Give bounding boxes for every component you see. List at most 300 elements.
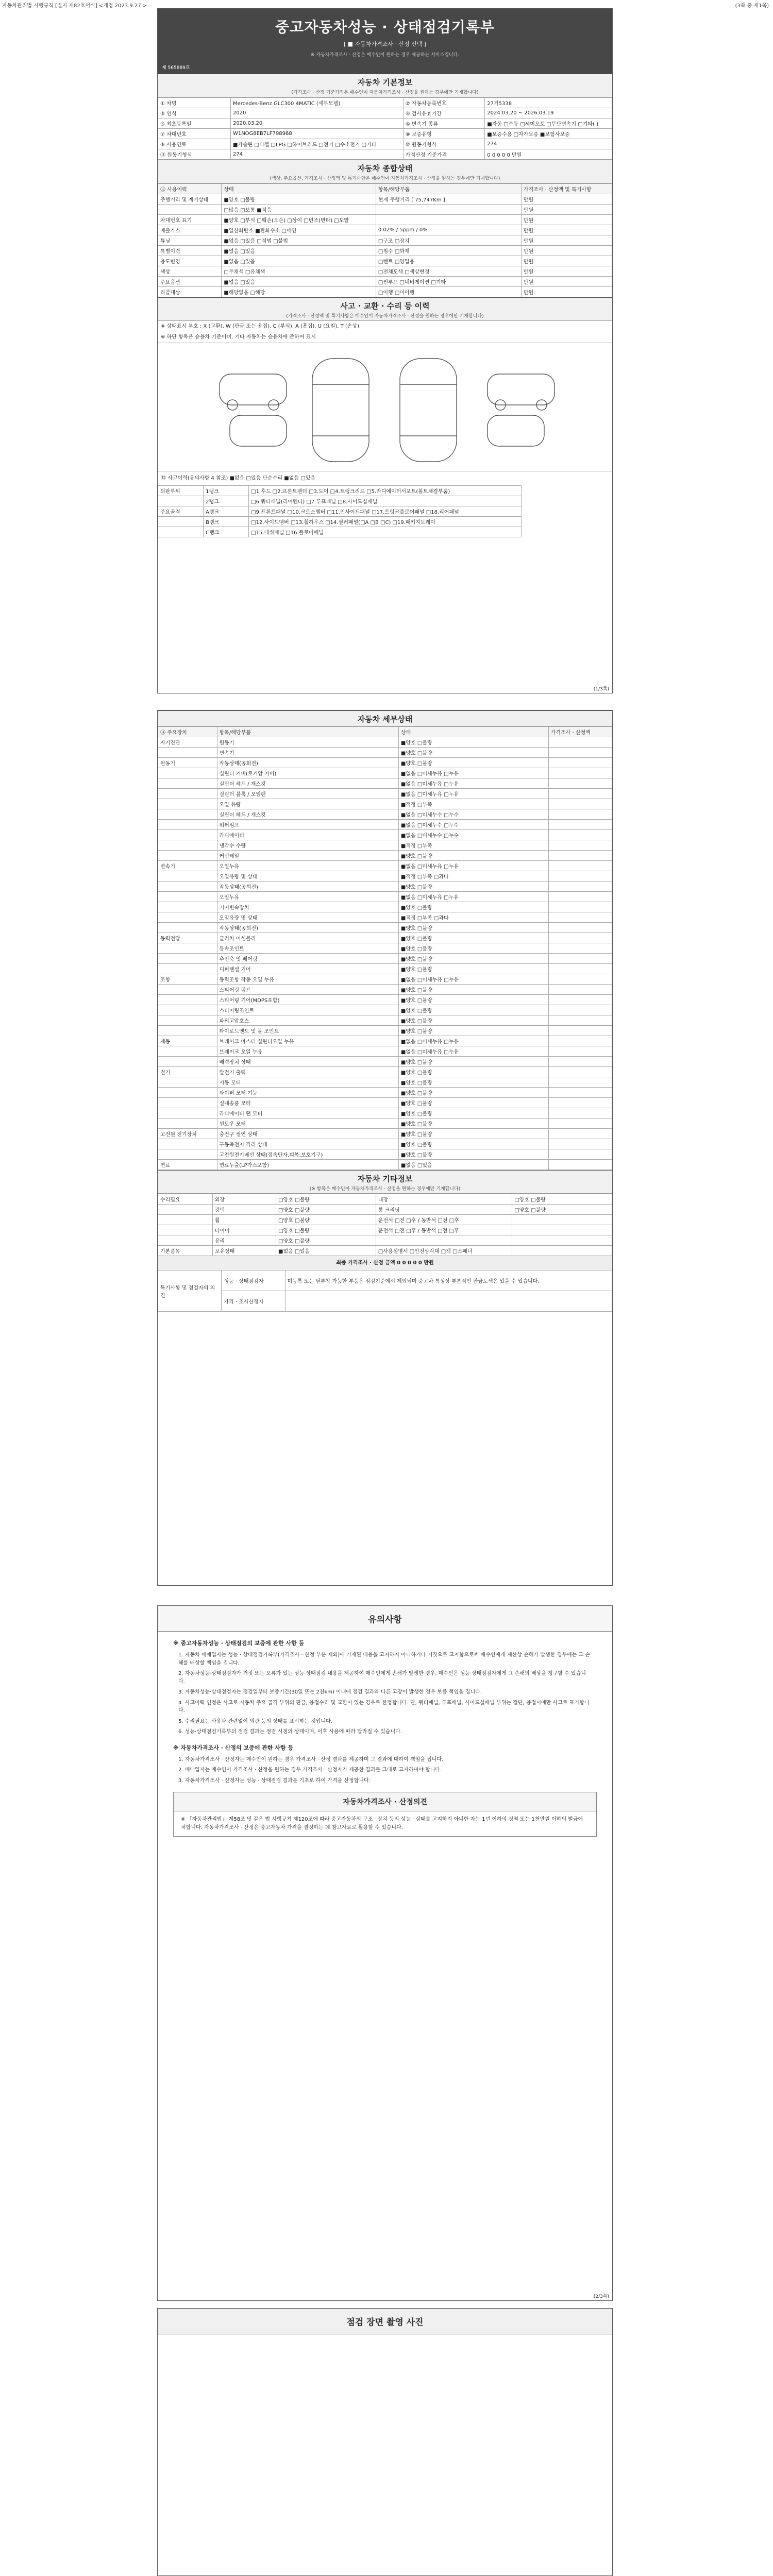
table-row [158, 1235, 612, 1246]
rank-cell: 1랭크 [204, 486, 249, 496]
detail-cell: ■양호 □불량 [398, 882, 548, 892]
table-row [158, 98, 612, 108]
detail-cell: 오일유량 및 상태 [217, 871, 398, 882]
accident-legend-2: ※ 하단 항목은 승용차 기준이며, 기타 자동차는 승용차에 준하여 표시 [161, 334, 316, 340]
title-banner [158, 9, 612, 74]
detail-cell: ■없음 □미세누수 □누수 [398, 830, 548, 840]
detail-cell: ■양호 □불량 [398, 748, 548, 758]
detail-cell: ■없음 □미세누유 □누유 [398, 861, 548, 871]
appraisal-opinion-text: ※ 「자동차관리법」 제58조 및 같은 법 시행규칙 제120조에 따라 중고자동차의 구조 · 장치 등의 성능 · 상태를 고지하지 아니한 자는 1년 이하의 징역 또는 1천만원 이하의 벌금에 처합니다. 자동차가격조사 · 산정은 중고자동차 가격을 결정하는 데 참고자료로 활용할 수 있습니다. [181, 1817, 583, 1831]
table-row [158, 861, 612, 871]
table-row [158, 943, 612, 954]
notice-subtitle-2: ※ 자동차가격조사 · 산정의 보증에 관한 사항 등 [173, 1744, 293, 1751]
table-row [158, 809, 612, 820]
detail-cell [158, 1005, 217, 1015]
table-row [158, 1067, 612, 1077]
table-row [158, 871, 612, 882]
detail-cell: ■없음 □미세누유 □누유 [398, 1036, 548, 1046]
basic-cell: 274 [230, 149, 403, 160]
detail-table [158, 726, 612, 1170]
page-four [157, 2308, 613, 2576]
overall-cell: 특별이력 [158, 246, 222, 256]
detail-cell [158, 1077, 217, 1088]
basic-cell: ① 차명 [158, 98, 231, 108]
other-cell: □양호 □불량 [512, 1205, 612, 1215]
detail-cell [158, 943, 217, 954]
detail-cell [158, 1046, 217, 1057]
detail-price-cell [548, 1129, 612, 1139]
basic-cell: ⑥ 변속기 종류 [403, 118, 485, 129]
notice-item: 6. 성능·상태점검기록부의 점검 결과는 점검 시점의 상태이며, 이후 사용에 따라 달라질 수 있습니다. [178, 1729, 402, 1735]
detail-price-cell [548, 778, 612, 789]
rank-cell: □15.대쉬패널 □16.플로어패널 [249, 527, 522, 537]
table-row [158, 995, 612, 1005]
detail-cell [158, 912, 217, 923]
appraisal-opinion-box [173, 1792, 597, 1837]
detail-price-cell [548, 1026, 612, 1036]
detail-cell: 연료누출(LP가스포함) [217, 1160, 398, 1170]
accident-header [158, 297, 612, 321]
detail-cell: 냉각수 수량 [217, 840, 398, 851]
detail-cell [158, 923, 217, 933]
table-row [158, 902, 612, 912]
other-cell: ■없음 □있음 [276, 1246, 376, 1256]
rank-cell: 주요골격 [158, 506, 204, 517]
table-row [158, 496, 612, 506]
table-row [158, 1108, 612, 1118]
other-cell: □양호 □불량 [276, 1225, 376, 1235]
overall-cell: 0.02% / 5ppm / 0% [376, 225, 521, 235]
detail-cell: 전기 [158, 1067, 217, 1077]
other-cell: 운전석 □전 □후 / 동반석 □전 □후 [376, 1225, 512, 1235]
detail-cell [158, 1108, 217, 1118]
table-row [158, 923, 612, 933]
other-cell: 유리 [212, 1235, 276, 1246]
rank-cell: □12.사이드멤버 □13.휠하우스 □14.필러패널(□A □B □C) □19.패키지트레이 [249, 517, 522, 527]
table-row [158, 748, 612, 758]
table-row [158, 778, 612, 789]
basic-cell: ⑤ 최초등록일 [158, 118, 231, 129]
detail-title: 자동차 세부상태 [357, 715, 413, 724]
other-cell [376, 1235, 512, 1246]
detail-cell: 오일누유 [217, 861, 398, 871]
overall-cell: □침수 □화재 [376, 246, 521, 256]
overall-cell: 차대번호 표기 [158, 215, 222, 225]
detail-cell: 배력장치 상태 [217, 1057, 398, 1067]
notice-list-2 [178, 1756, 592, 1785]
table-row [158, 506, 612, 517]
basic-cell: 2020 [230, 108, 403, 118]
detail-cell: ■없음 □미세누유 □누유 [398, 789, 548, 799]
detail-price-cell [548, 954, 612, 964]
detail-cell: 변속기 [158, 861, 217, 871]
detail-cell: 원동기 [158, 758, 217, 768]
other-cell [512, 1215, 612, 1225]
other-header [158, 1170, 612, 1194]
page-three-footer: (2/3쪽) [593, 2294, 609, 2299]
other-cell: □양호 □불량 [276, 1215, 376, 1225]
detail-cell: 파워고압호스 [217, 1015, 398, 1026]
opinion-label: 특기사항 및 점검자의 의견 [158, 1270, 222, 1312]
basic-cell: ③ 연식 [158, 108, 231, 118]
detail-cell [158, 1098, 217, 1108]
rank-cell: B랭크 [204, 517, 249, 527]
overall-cell: 만원 [521, 194, 612, 205]
table-header-row [158, 727, 612, 737]
other-table [158, 1194, 612, 1256]
rank-table [158, 485, 612, 537]
banner-note: ※ 자동차가격조사 · 산정은 매수인이 원하는 경우 제공하는 서비스입니다. [310, 53, 460, 58]
detail-cell: ■양호 □불량 [398, 995, 548, 1005]
column-header: 항목/해당부품 [376, 184, 521, 194]
opinion-inspector-text: 미등록 또는 탈부착 가능한 부품은 점검기준에서 제외되며 중고차 특성상 부분적인 판금도색은 있을 수 있습니다. [285, 1270, 612, 1291]
detail-cell: 발전기 출력 [217, 1067, 398, 1077]
detail-cell: 동력전달 [158, 933, 217, 943]
detail-price-cell [548, 1015, 612, 1026]
table-row [158, 892, 612, 902]
basic-cell: Mercedes-Benz GLC300 4MATIC (세부모델) [230, 98, 403, 108]
notice-item: 2. 매매업자는 매수인이 가격조사 · 산정을 원하는 경우 가격조사 · 산정자가 제공한 결과를 그대로 고지하여야 합니다. [178, 1767, 442, 1773]
detail-cell: 시동 모터 [217, 1077, 398, 1088]
table-row [158, 1036, 612, 1046]
detail-cell: 작동상태(공회전) [217, 758, 398, 768]
detail-price-cell [548, 851, 612, 861]
other-title: 자동차 기타정보 [357, 1174, 413, 1183]
detail-cell: 추진축 및 베어링 [217, 954, 398, 964]
overall-cell: 만원 [521, 205, 612, 215]
table-row [158, 129, 612, 139]
column-header: ⑭ 주요장치 [158, 727, 217, 737]
opinion-appraiser-label: 가격 · 조사산정자 [222, 1291, 285, 1312]
notice-item: 5. 수리필요는 사용과 관련없이 외관 등의 상태를 표시하는 것입니다. [178, 1718, 332, 1724]
column-header: ⑫ 사용이력 [158, 184, 222, 194]
detail-cell: ■없음 □미세누유 □누유 [398, 892, 548, 902]
notice-item: 3. 자동차가격조사 · 산정자는 성능 · 상태점검 결과를 기초로 하여 가격을 산정합니다. [178, 1777, 371, 1784]
basic-cell: ⑩ 원동기형식 [403, 139, 485, 149]
detail-cell [158, 799, 217, 809]
detail-cell: 브레이크 오일 누유 [217, 1046, 398, 1057]
overall-cell: ■양호 □부식 □훼손(오손) □상이 □변조(변타) □도말 [222, 215, 376, 225]
detail-price-cell [548, 892, 612, 902]
detail-cell: ■양호 □불량 [398, 1015, 548, 1026]
basic-cell: ⑪ 원동기형식 [158, 149, 231, 160]
detail-cell: 실린더 헤드 / 개스킷 [217, 809, 398, 820]
car-side-left-2 [230, 415, 287, 446]
other-cell [512, 1235, 612, 1246]
detail-cell [158, 830, 217, 840]
detail-cell [158, 768, 217, 778]
page-counter: (3쪽 중 제1쪽) [735, 3, 769, 9]
other-cell: 휠 [212, 1215, 276, 1225]
page-two [157, 710, 613, 1586]
detail-cell: 오일유량 및 상태 [217, 912, 398, 923]
basic-cell: ⑧ 보증유형 [403, 129, 485, 139]
detail-cell: 라디에이터 [217, 830, 398, 840]
table-row [158, 768, 612, 778]
accident-title: 사고 · 교환 · 수리 등 이력 [340, 301, 430, 311]
basic-cell: ⑦ 차대번호 [158, 129, 231, 139]
other-cell [512, 1225, 612, 1235]
rank-cell [158, 527, 204, 537]
basic-cell: 가격산정 기준가격 [403, 149, 485, 160]
table-row [158, 517, 612, 527]
rank-cell: □9.프론트패널 □10.크로스멤버 □11.인사이드패널 □17.트렁크플로어패널 □18.리어패널 [249, 506, 522, 517]
other-cell: 룸 크리닝 [376, 1205, 512, 1215]
other-cell: 광택 [212, 1205, 276, 1215]
table-row [158, 1118, 612, 1129]
detail-cell [158, 1088, 217, 1098]
table-row [158, 266, 612, 277]
table-row [158, 205, 612, 215]
detail-cell: ■양호 □불량 [398, 954, 548, 964]
other-cell: □양호 □불량 [276, 1235, 376, 1246]
document-subtitle: [ ■ 자동차가격조사 · 산정 선택 ] [343, 41, 427, 47]
table-row [158, 1149, 612, 1160]
detail-cell: ■양호 □불량 [398, 851, 548, 861]
overall-header [158, 160, 612, 183]
detail-price-cell [548, 1108, 612, 1118]
other-cell: 운전석 □전 □후 / 동반석 □전 □후 [376, 1215, 512, 1225]
table-row [158, 527, 612, 537]
overall-cell: □썬루프 □네비게이션 □기타 [376, 277, 521, 287]
overall-title: 자동차 종합상태 [357, 164, 413, 173]
table-row [158, 851, 612, 861]
detail-cell: ■적정 □부족 [398, 799, 548, 809]
detail-header [158, 710, 612, 726]
detail-price-cell [548, 861, 612, 871]
overall-cell: □무채색 □유채색 [222, 266, 376, 277]
detail-cell: 워터펌프 [217, 820, 398, 830]
basic-cell: ④ 검사유효기간 [403, 108, 485, 118]
page-one [157, 8, 613, 693]
basic-info-table [158, 97, 612, 160]
table-row [158, 840, 612, 851]
table-row [158, 139, 612, 149]
basic-cell: 27거5338 [485, 98, 612, 108]
document-title: 중고자동차성능 · 상태점검기록부 [275, 19, 495, 36]
overall-cell: □렌트 □영업용 [376, 256, 521, 266]
overall-cell: 만원 [521, 256, 612, 266]
table-row [158, 194, 612, 205]
other-cell: 타이어 [212, 1225, 276, 1235]
column-header: 상태 [398, 727, 548, 737]
detail-price-cell [548, 1088, 612, 1098]
detail-price-cell [548, 1005, 612, 1015]
overall-cell [158, 205, 222, 215]
table-row [158, 830, 612, 840]
overall-cell: 튜닝 [158, 235, 222, 246]
detail-cell: 오일누유 [217, 892, 398, 902]
detail-cell: 변속기 [217, 748, 398, 758]
overall-cell: □이행 □미이행 [376, 287, 521, 297]
notice-title: 유의사항 [158, 1606, 612, 1632]
detail-cell [158, 985, 217, 995]
overall-cell: □구조 □장치 [376, 235, 521, 246]
detail-cell: 클러치 어셈블리 [217, 933, 398, 943]
other-cell: 수리필요 [158, 1194, 213, 1205]
detail-cell: ■없음 □미세누유 □누유 [398, 974, 548, 985]
overall-cell: ■없음 □있음 □적법 □불법 [222, 235, 376, 246]
overall-note: (색상, 주요옵션, 가격조사 · 산정액 및 특기사항은 매수인이 자동차가격조사 · 산정을 원하는 경우에만 기재합니다) [270, 176, 500, 181]
form-reference: 자동차관리법 시행규칙 [별지 제82호서식] <개정 2023.9.27.> [2, 3, 147, 9]
table-row [158, 108, 612, 118]
detail-cell [158, 809, 217, 820]
detail-price-cell [548, 985, 612, 995]
detail-cell [158, 1139, 217, 1149]
detail-cell [158, 964, 217, 974]
page-one-footer: (1/3쪽) [593, 687, 609, 692]
detail-cell: 오일 유량 [217, 799, 398, 809]
other-cell: 보유상태 [212, 1246, 276, 1256]
detail-cell: 자기진단 [158, 737, 217, 748]
table-row [158, 985, 612, 995]
detail-cell: 커먼레일 [217, 851, 398, 861]
basic-cell: ■가솔린 □디젤 □LPG □하이브리드 □전기 □수소전기 □기타 [230, 139, 403, 149]
detail-cell [158, 840, 217, 851]
detail-cell: ■양호 □불량 [398, 1139, 548, 1149]
notice-item: 4. 사고이력 인정은 사고로 자동차 주요 골격 부위의 판금, 용접수리 및 교환이 있는 경우로 한정합니다. 단, 쿼터패널, 루프패널, 사이드실패널 부위는 절단, 용접시에만 사고로 표기합니다. [178, 1700, 590, 1714]
overall-cell: 만원 [521, 266, 612, 277]
column-header: 가격조사 · 산정액 및 특기사항 [521, 184, 612, 194]
table-row [158, 1225, 612, 1235]
basic-cell: W1NOG8EB7LF798968 [230, 129, 403, 139]
detail-price-cell [548, 1057, 612, 1067]
basic-cell: 2020.03.20 [230, 118, 403, 129]
table-row [158, 215, 612, 225]
table-row [158, 758, 612, 768]
basic-cell: 274 [485, 139, 612, 149]
overall-table [158, 183, 612, 297]
table-row [158, 1205, 612, 1215]
detail-cell: ■양호 □불량 [398, 1077, 548, 1088]
detail-cell: ■없음 □미세누수 □누수 [398, 820, 548, 830]
detail-cell: ■양호 □불량 [398, 737, 548, 748]
detail-price-cell [548, 1098, 612, 1108]
car-diagram [158, 343, 612, 471]
detail-price-cell [548, 737, 612, 748]
detail-cell: 연료 [158, 1160, 217, 1170]
overall-cell: ■해당없음 □해당 [222, 287, 376, 297]
detail-cell: ■양호 □불량 [398, 1057, 548, 1067]
detail-cell [158, 1026, 217, 1036]
basic-cell: 0 0 0 0 0 만원 [485, 149, 612, 160]
detail-price-cell [548, 871, 612, 882]
document-number: 제 565889호 [162, 65, 190, 71]
detail-cell: 충전구 절연 상태 [217, 1129, 398, 1139]
appraisal-opinion-title: 자동차가격조사 · 산정의견 [174, 1792, 596, 1811]
other-cell: □사용설명서 □안전삼각대 □잭 □스패너 [376, 1246, 512, 1256]
detail-price-cell [548, 840, 612, 851]
basic-info-header [158, 74, 612, 97]
table-row [158, 1088, 612, 1098]
detail-price-cell [548, 1036, 612, 1046]
detail-cell: 스티어링 기어(MDPS포함) [217, 995, 398, 1005]
table-row [158, 235, 612, 246]
detail-cell: ■양호 □불량 [398, 1026, 548, 1036]
detail-cell: ■양호 □불량 [398, 943, 548, 954]
other-cell [158, 1235, 213, 1246]
other-cell: 외장 [212, 1194, 276, 1205]
basic-cell: ■보증수용 □자가보증 ■보험사보증 [485, 129, 612, 139]
table-row [158, 1046, 612, 1057]
table-row [158, 1215, 612, 1225]
detail-cell [158, 820, 217, 830]
overall-cell: ■없음 □있음 [222, 256, 376, 266]
detail-cell: ■양호 □불량 [398, 1005, 548, 1015]
notice-item: 2. 자동차성능·상태점검자가 거짓 또는 오류가 있는 성능·상태점검 내용을 제공하여 매수인에게 손해가 발생한 경우, 매수인은 성능·상태점검자에게 그 손해의 배상을 청구할 수 있습니다. [178, 1671, 586, 1685]
detail-cell [158, 1149, 217, 1160]
other-cell: □양호 □불량 [276, 1194, 376, 1205]
detail-cell: ■없음 □미세누수 □누수 [398, 809, 548, 820]
detail-cell: ■양호 □불량 [398, 1088, 548, 1098]
detail-cell [158, 748, 217, 758]
table-row [158, 1057, 612, 1067]
detail-cell [158, 954, 217, 964]
detail-price-cell [548, 809, 612, 820]
table-row [158, 1026, 612, 1036]
detail-price-cell [548, 1067, 612, 1077]
table-row [158, 486, 612, 496]
detail-cell: 조향 [158, 974, 217, 985]
detail-price-cell [548, 933, 612, 943]
overall-cell: 만원 [521, 277, 612, 287]
detail-price-cell [548, 758, 612, 768]
detail-cell: ■양호 □불량 [398, 902, 548, 912]
final-price-row: 최종 가격조사 · 산정 금액 0 0 0 0 0 만원 [158, 1256, 612, 1270]
overall-cell: 리콜대상 [158, 287, 222, 297]
overall-cell: 주행거리 및 계기상태 [158, 194, 222, 205]
table-row [158, 882, 612, 892]
detail-cell [158, 851, 217, 861]
rank-cell: □1.후드 □2.프론트펜더 □3.도어 □4.트렁크리드 □5.라디에이터서포트(볼트체결부품) [249, 486, 522, 496]
detail-price-cell [548, 748, 612, 758]
detail-cell [158, 789, 217, 799]
basic-info-note: (가격조사 · 산정 기준가격은 매수인이 자동차가격조사 · 산정을 원하는 경우에만 기재합니다) [291, 90, 479, 95]
basic-cell: ■자동 □수동 □세미오토 □무단변속기 □기타( ) [485, 118, 612, 129]
table-row [158, 277, 612, 287]
opinion-appraiser-text [285, 1291, 612, 1312]
detail-cell: 윈도우 모터 [217, 1118, 398, 1129]
car-underbody-view [400, 359, 457, 462]
table-row [158, 1098, 612, 1108]
other-cell [512, 1246, 612, 1256]
detail-cell: ■없음 □미세누유 □누유 [398, 1046, 548, 1057]
table-row [158, 799, 612, 809]
table-row [158, 964, 612, 974]
detail-cell: ■양호 □불량 [398, 1149, 548, 1160]
overall-cell: 만원 [521, 235, 612, 246]
detail-cell [158, 902, 217, 912]
accident-note: (가격조사 · 산정액 및 특기사항은 매수인이 자동차가격조사 · 산정을 원하는 경우에만 기재합니다) [286, 314, 484, 319]
table-row [158, 974, 612, 985]
car-side-right-2 [488, 415, 544, 446]
rank-cell: 2랭크 [204, 496, 249, 506]
detail-cell: ■양호 □불량 [398, 985, 548, 995]
detail-price-cell [548, 923, 612, 933]
other-cell: □양호 □불량 [276, 1205, 376, 1215]
detail-cell [158, 892, 217, 902]
detail-price-cell [548, 974, 612, 985]
notice-list-1 [178, 1651, 592, 1736]
detail-price-cell [548, 1077, 612, 1088]
detail-cell: 디퍼렌셜 기어 [217, 964, 398, 974]
detail-cell: ■적정 □부족 □과다 [398, 912, 548, 923]
detail-price-cell [548, 799, 612, 809]
detail-cell [158, 882, 217, 892]
overall-cell: 만원 [521, 246, 612, 256]
detail-cell: 실린더 커버(로커암 커버) [217, 768, 398, 778]
detail-price-cell [548, 912, 612, 923]
